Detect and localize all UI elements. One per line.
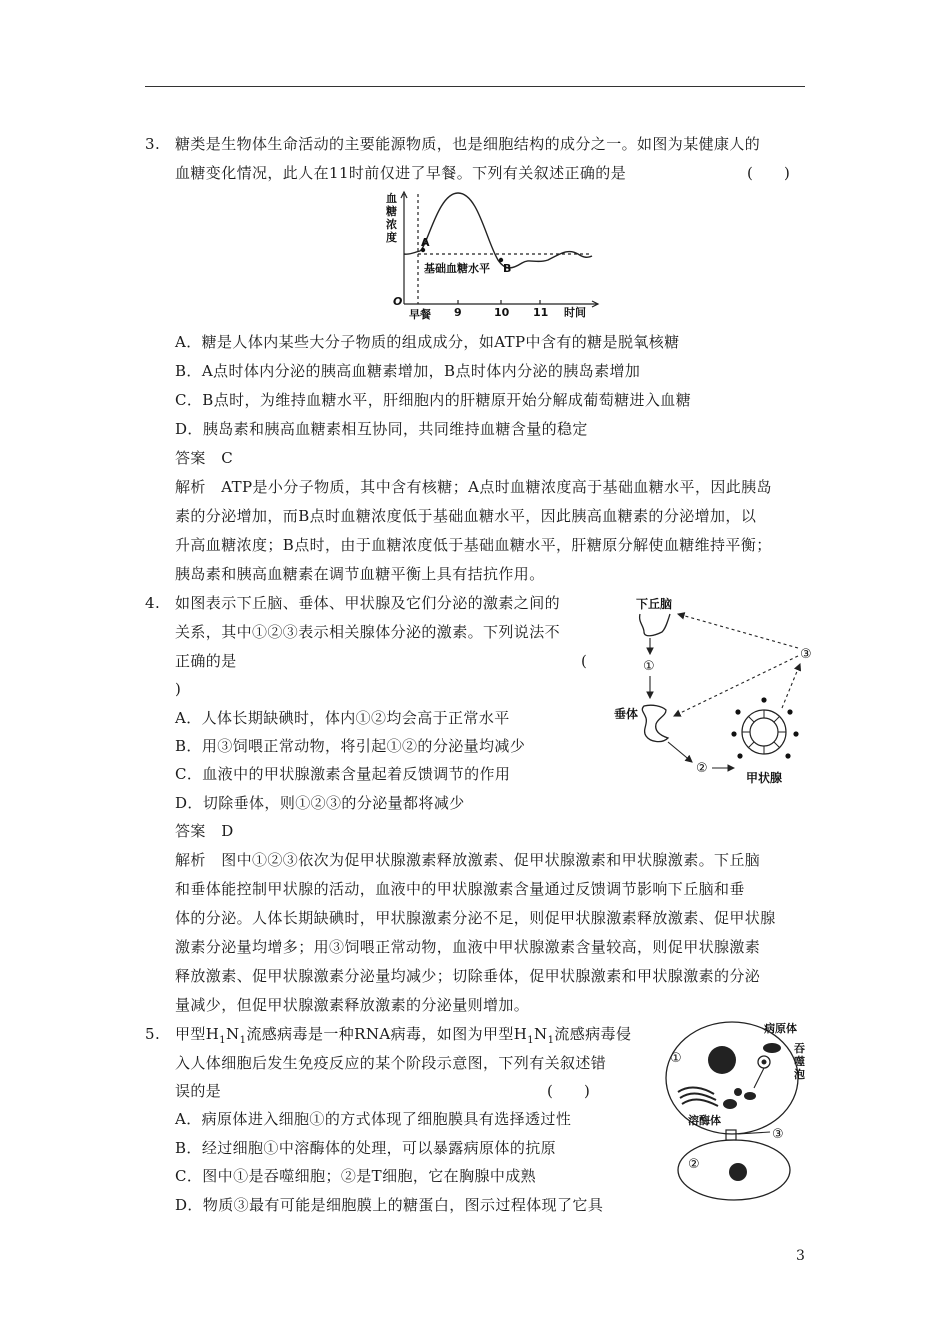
- baseline-label: 基础血糖水平: [424, 262, 490, 275]
- q3-stem-line1: 糖类是生物体生命活动的主要能源物质，也是细胞结构的成分之一。如图为某健康人的: [175, 135, 761, 153]
- q3-analysis-1: 解析 ATP是小分子物质，其中含有核糖；A点时血糖浓度高于基础血糖水平，因此胰岛: [175, 478, 772, 496]
- pathogen-shape: [763, 1043, 781, 1053]
- q3-blood-glucose-figure: [380, 188, 610, 320]
- phagosome-char2: 噬: [794, 1055, 805, 1068]
- q4-analysis-5: 释放激素、促甲状腺激素分泌量均减少；切除垂体，促甲状腺激素和甲状腺激素的分泌: [175, 967, 761, 985]
- xtick-11: 11: [533, 306, 549, 319]
- q4-number: 4.: [145, 594, 161, 612]
- lysosome-shape: [723, 1099, 737, 1109]
- q3-number: 3.: [145, 135, 161, 153]
- q4-analysis-1: 解析 图中①②③依次为促甲状腺激素释放激素、促甲状腺激素和甲状腺激素。下丘脑: [175, 851, 761, 869]
- hormone-2-label: ②: [696, 761, 708, 776]
- q4-option-d: D．切除垂体，则①②③的分泌量都将减少: [175, 794, 465, 812]
- q4-answer: 答案 D: [175, 822, 234, 840]
- q5-option-b: B．经过细胞①中溶酶体的处理，可以暴露病原体的抗原: [175, 1139, 557, 1157]
- ylabel-char1: 血: [386, 192, 397, 205]
- phagosome-char3: 泡: [794, 1068, 805, 1081]
- hormone-3-label: ③: [800, 647, 812, 662]
- q3-option-d: D．胰岛素和胰高血糖素相互协同，共同维持血糖含量的稳定: [175, 420, 588, 438]
- q4-option-b: B．用③饲喂正常动物，将引起①②的分泌量均减少: [175, 737, 526, 755]
- q3-answer: 答案 C: [175, 449, 234, 467]
- cell-1-membrane: [666, 1022, 798, 1134]
- ylabel: 血糖浓度: [393, 248, 397, 249]
- q5-stem-line1: 甲型$H_1N_1$流感病毒是一种RNA病毒，如图为甲型$H_1N_1$流感病毒侵: [175, 1025, 632, 1046]
- q3-option-b: B．A点时体内分泌的胰高血糖素增加，B点时体内分泌的胰岛素增加: [175, 362, 641, 380]
- q4-analysis-4: 激素分泌量均增多；用③饲喂正常动物，血液中甲状腺激素含量较高，则促甲状腺激素: [175, 938, 761, 956]
- breakfast-label: 早餐: [409, 308, 431, 320]
- ylabel-char4: 度: [386, 231, 397, 244]
- q5-option-c: C．图中①是吞噬细胞；②是T细胞，它在胸腺中成熟: [175, 1167, 537, 1185]
- q4-stem-line3: 正确的是: [175, 652, 237, 670]
- q3-option-c: C．B点时，为维持血糖水平，肝细胞内的肝糖原开始分解成葡萄糖进入血糖: [175, 391, 692, 409]
- q5-option-a: A．病原体进入细胞①的方式体现了细胞膜具有选择透过性: [175, 1110, 572, 1128]
- q5-stem-line3: 误的是: [175, 1082, 222, 1100]
- q3-analysis-3: 升高血糖浓度；B点时，由于血糖浓度低于基础血糖水平，肝糖原分解使血糖维持平衡；: [175, 536, 772, 554]
- q4-bracket-close: ): [175, 680, 182, 698]
- point-a-label: A: [421, 236, 430, 249]
- q4-hormone-figure: [610, 592, 828, 802]
- q3-analysis-4: 胰岛素和胰高血糖素在调节血糖平衡上具有拮抗作用。: [175, 565, 545, 583]
- q4-stem-line2: 关系，其中①②③表示相关腺体分泌的激素。下列说法不: [175, 623, 561, 641]
- q3-option-a: A．糖是人体内某些大分子物质的组成成分，如ATP中含有的糖是脱氧核糖: [175, 333, 680, 351]
- q3-analysis-2: 素的分泌增加，而B点时血糖浓度低于基础血糖水平，因此胰高血糖素的分泌增加，以: [175, 507, 757, 525]
- thyroid-follicle: [731, 697, 798, 758]
- cell-1-label: ①: [670, 1051, 682, 1066]
- origin-label: O: [393, 295, 403, 308]
- thyroid-label: 甲状腺: [746, 771, 783, 785]
- xlabel: 时间: [564, 306, 586, 319]
- q4-bracket-open: (: [581, 652, 588, 670]
- q4-stem-line1: 如图表示下丘脑、垂体、甲状腺及它们分泌的激素之间的: [175, 594, 561, 612]
- cell-2-nucleus: [729, 1163, 747, 1181]
- q4-analysis-3: 体的分泌。人体长期缺碘时，甲状腺激素分泌不足，则促甲状腺激素释放激素、促甲状腺: [175, 909, 776, 927]
- xtick-9: 9: [454, 306, 462, 319]
- hormone-1-label: ①: [643, 659, 655, 674]
- hypothalamus-label: 下丘脑: [636, 597, 673, 611]
- q4-option-a: A．人体长期缺碘时，体内①②均会高于正常水平: [175, 709, 510, 727]
- pathogen-label: 病原体: [764, 1022, 797, 1035]
- page-number: 3: [796, 1248, 806, 1264]
- header-rule: [145, 86, 805, 87]
- q4-analysis-2: 和垂体能控制甲状腺的活动，血液中的甲状腺激素含量通过反馈调节影响下丘脑和垂: [175, 880, 745, 898]
- point-b-label: B: [503, 262, 512, 275]
- pituitary-label: 垂体: [614, 707, 639, 721]
- xtick-10: 10: [494, 306, 510, 319]
- pituitary-shape: [642, 705, 668, 741]
- glucose-curve: [404, 193, 592, 268]
- q3-stem-line2: 血糖变化情况，此人在11时前仅进了早餐。下列有关叙述正确的是: [175, 164, 627, 182]
- q4-analysis-6: 量减少，但促甲状腺激素释放激素的分泌量则增加。: [175, 996, 530, 1014]
- q5-immune-figure: [660, 1018, 820, 1212]
- ylabel-char2: 糖: [386, 205, 397, 218]
- q4-option-c: C．血液中的甲状腺激素含量起着反馈调节的作用: [175, 765, 511, 783]
- phagosome-char1: 吞: [794, 1042, 805, 1055]
- cell-2-label: ②: [688, 1157, 700, 1172]
- q5-option-d: D．物质③最有可能是细胞膜上的糖蛋白，图示过程体现了它具: [175, 1196, 604, 1214]
- cell-1-nucleus: [708, 1046, 736, 1074]
- q5-stem-line2: 入人体细胞后发生免疫反应的某个阶段示意图，下列有关叙述错: [175, 1054, 607, 1072]
- q5-bracket: ( ): [547, 1082, 591, 1100]
- q3-bracket: ( ): [747, 164, 791, 182]
- q5-number: 5.: [145, 1025, 161, 1043]
- lysosome-label: 溶酶体: [688, 1114, 721, 1127]
- hypothalamus-shape: [640, 614, 670, 636]
- substance-3-label: ③: [772, 1127, 784, 1142]
- ylabel-char3: 浓: [386, 218, 397, 231]
- antigen-complex: [726, 1130, 736, 1140]
- golgi-shape: [678, 1088, 718, 1106]
